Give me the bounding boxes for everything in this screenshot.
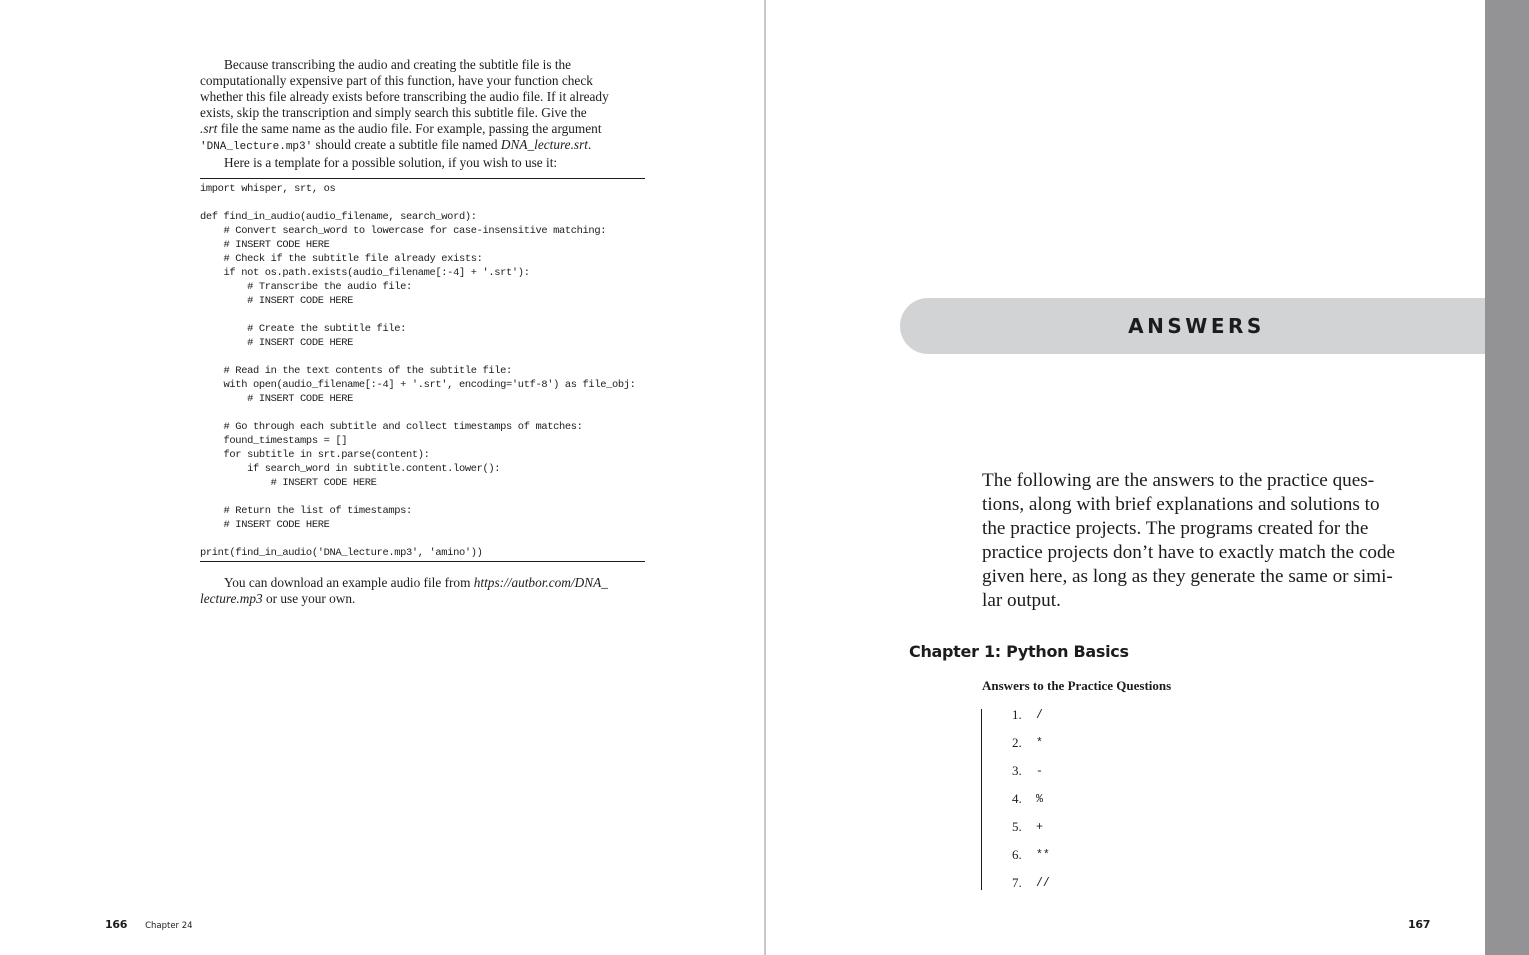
outro-text	[200, 575, 646, 607]
intro-line: tions, along with brief explanations and solutions to	[982, 494, 1380, 515]
answer-number: 4.	[1012, 791, 1022, 806]
code-line: # Convert search_word to lowercase for case-insensitive matching:	[200, 225, 607, 237]
code-line: for subtitle in srt.parse(content):	[200, 449, 430, 461]
intro-line: the practice projects. The programs created for the	[982, 518, 1369, 539]
intro-line: practice projects don’t have to exactly match the code	[982, 542, 1396, 563]
code-line: # Return the list of timestamps:	[200, 505, 412, 517]
code-line: # Read in the text contents of the subtitle file:	[200, 365, 512, 377]
answer-number: 7.	[1012, 875, 1022, 890]
code-line: # INSERT CODE HERE	[200, 393, 354, 405]
paragraph-text: file the same name as the audio file. For example, passing the argument	[217, 121, 602, 136]
code-line: found_timestamps = []	[200, 435, 348, 447]
download-link[interactable]: https://autbor.com/DNA_	[473, 575, 608, 590]
code-line: import whisper, srt, os	[200, 183, 336, 195]
paragraph-line: Because transcribing the audio and creating the subtitle file is the	[224, 57, 572, 72]
download-link-cont[interactable]: lecture.mp3	[200, 591, 263, 606]
answer-number: 6.	[1012, 847, 1022, 862]
paragraph-line	[200, 575, 646, 591]
paragraph-text: .	[587, 137, 592, 152]
paragraph-line	[200, 121, 646, 137]
paragraph-text: should create a subtitle file named	[312, 137, 501, 152]
right-footer	[1408, 915, 1430, 933]
srt-extension: .srt	[200, 121, 218, 136]
answer-value: %	[1036, 792, 1043, 806]
intro-line: given here, as long as they generate the same or simi-	[982, 566, 1393, 587]
chapter-heading: Chapter 1: Python Basics	[909, 642, 1129, 661]
page-number: 166	[105, 918, 128, 931]
paragraph-line: whether this file already exists before transcribing the audio file. If it already	[200, 89, 609, 104]
code-line: if not os.path.exists(audio_filename[:-4] + '.srt'):	[200, 267, 530, 279]
paragraph-line: Here is a template for a possible solution, if you wish to use it:	[224, 155, 558, 170]
paragraph-text: You can download an example audio file from	[224, 575, 474, 590]
code-line: print(find_in_audio('DNA_lecture.mp3', 'amino'))	[200, 547, 483, 559]
paragraph-line: exists, skip the transcription and simply search this subtitle file. Give the	[200, 105, 587, 120]
inline-code: 'DNA_lecture.mp3'	[200, 141, 313, 153]
chapter-thumb-tab	[1485, 0, 1529, 955]
banner-title: ANSWERS	[1128, 314, 1265, 338]
answer-value: //	[1036, 876, 1050, 890]
paragraph-line	[200, 137, 646, 155]
chapter-banner	[900, 298, 1485, 354]
answer-value: *	[1036, 736, 1043, 750]
answer-value: /	[1036, 708, 1043, 722]
code-block	[200, 179, 645, 560]
answer-value: **	[1036, 848, 1050, 862]
intro-text	[200, 57, 646, 171]
code-line: # INSERT CODE HERE	[200, 337, 354, 349]
answers-intro	[982, 469, 1432, 613]
running-head: Chapter 24	[145, 921, 193, 931]
page-number: 167	[1408, 918, 1431, 931]
paragraph-text: or use your own.	[262, 591, 356, 606]
code-listing	[200, 178, 645, 562]
code-line: # INSERT CODE HERE	[200, 239, 330, 251]
code-line: # Go through each subtitle and collect timestamps of matches:	[200, 421, 583, 433]
paragraph-line: computationally expensive part of this function, have your function check	[200, 73, 593, 88]
intro-line: lar output.	[982, 590, 1061, 611]
intro-line: The following are the answers to the practice ques-	[982, 470, 1375, 491]
code-line: with open(audio_filename[:-4] + '.srt', encoding='utf-8') as file_obj:	[200, 379, 636, 391]
code-line: # INSERT CODE HERE	[200, 295, 354, 307]
code-line: # Check if the subtitle file already exists:	[200, 253, 483, 265]
answer-number: 5.	[1012, 819, 1022, 834]
filename: DNA_lecture.srt	[500, 137, 588, 152]
answer-number: 1.	[1012, 707, 1022, 722]
section-subheading: Answers to the Practice Questions	[982, 678, 1172, 693]
code-line: def find_in_audio(audio_filename, search_word):	[200, 211, 477, 223]
answer-number: 3.	[1012, 763, 1022, 778]
code-line: # INSERT CODE HERE	[200, 477, 377, 489]
answer-list	[981, 709, 1182, 890]
paragraph-line	[200, 591, 646, 607]
code-line: # INSERT CODE HERE	[200, 519, 330, 531]
left-footer	[105, 915, 193, 933]
code-line: # Transcribe the audio file:	[200, 281, 412, 293]
code-line: # Create the subtitle file:	[200, 323, 406, 335]
code-line: if search_word in subtitle.content.lower():	[200, 463, 501, 475]
answer-number: 2.	[1012, 735, 1022, 750]
answer-value: +	[1036, 820, 1043, 834]
answer-value: -	[1036, 764, 1043, 778]
